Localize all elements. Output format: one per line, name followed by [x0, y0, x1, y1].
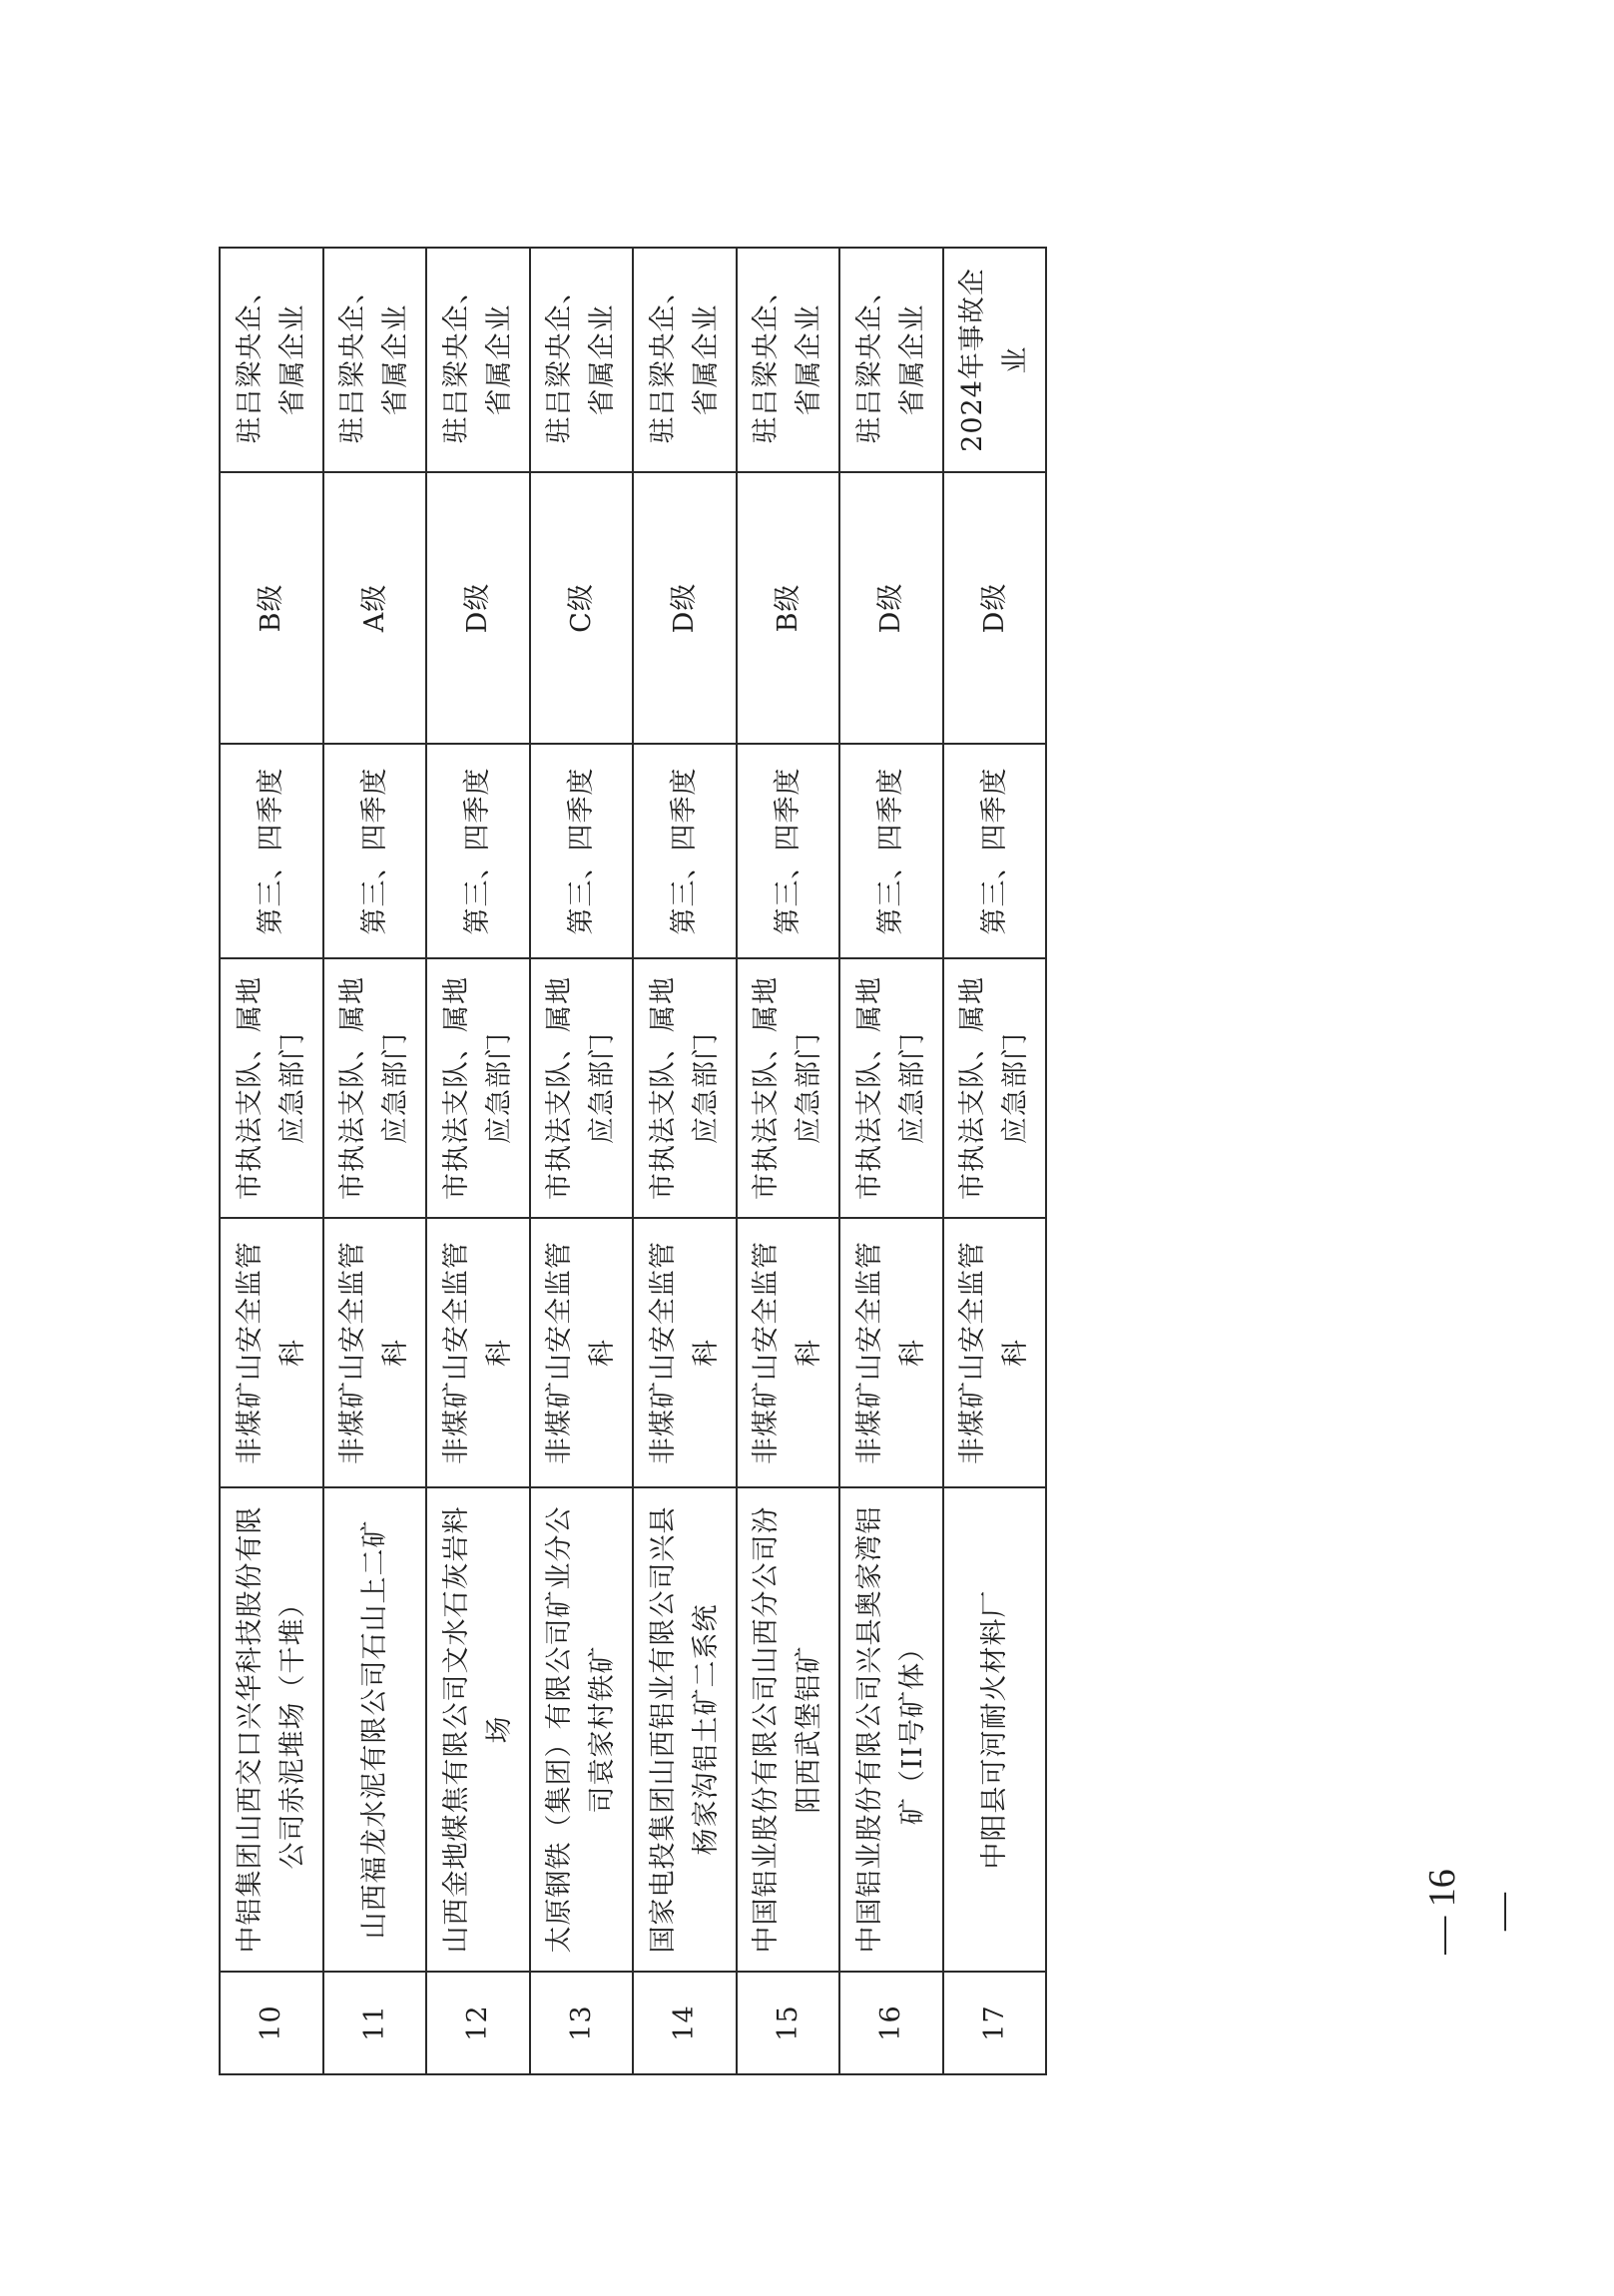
cell-enterprise-name: 中国铝业股份有限公司兴县奥家湾铝矿（II号矿体） [839, 1487, 943, 1972]
cell-enterprise-type: 驻吕梁央企、省属企业 [220, 248, 323, 472]
cell-enterprise-type: 2024年事故企业 [943, 248, 1047, 472]
table-row [220, 248, 323, 2074]
cell-responsible-dept: 市执法支队、属地应急部门 [323, 958, 427, 1218]
cell-enterprise-name: 太原钢铁（集团）有限公司矿业分公司袁家村铁矿 [530, 1487, 634, 1972]
cell-responsible-dept: 市执法支队、属地应急部门 [530, 958, 634, 1218]
table-body [220, 248, 1046, 2074]
cell-number: 15 [737, 1972, 840, 2074]
cell-enterprise-type: 驻吕梁央企、省属企业 [323, 248, 427, 472]
table-row [323, 248, 427, 2074]
cell-supervising-dept: 非煤矿山安全监管科 [426, 1218, 530, 1487]
cell-number: 17 [943, 1972, 1047, 2074]
cell-enterprise-type: 驻吕梁央企、省属企业 [426, 248, 530, 472]
cell-supervising-dept: 非煤矿山安全监管科 [737, 1218, 840, 1487]
cell-responsible-dept: 市执法支队、属地应急部门 [426, 958, 530, 1218]
cell-grade: D级 [633, 472, 737, 744]
cell-enterprise-type: 驻吕梁央企、省属企业 [839, 248, 943, 472]
cell-grade: A级 [323, 472, 427, 744]
rotated-table-wrapper [219, 249, 1047, 2075]
page-number: — 16 — [1421, 1869, 1523, 1955]
cell-number: 10 [220, 1972, 323, 2074]
cell-enterprise-name: 中国铝业股份有限公司山西分公司汾阳西武堡铝矿 [737, 1487, 840, 1972]
cell-grade: B级 [220, 472, 323, 744]
cell-responsible-dept: 市执法支队、属地应急部门 [839, 958, 943, 1218]
cell-grade: D级 [943, 472, 1047, 744]
cell-supervising-dept: 非煤矿山安全监管科 [220, 1218, 323, 1487]
cell-supervising-dept: 非煤矿山安全监管科 [530, 1218, 634, 1487]
cell-responsible-dept: 市执法支队、属地应急部门 [943, 958, 1047, 1218]
cell-period: 第三、四季度 [943, 744, 1047, 958]
cell-enterprise-name: 山西福龙水泥有限公司石山上二矿 [323, 1487, 427, 1972]
cell-enterprise-name: 中铝集团山西交口兴华科技股份有限公司赤泥堆场（干堆） [220, 1487, 323, 1972]
cell-grade: C级 [530, 472, 634, 744]
table-row [839, 248, 943, 2074]
cell-supervising-dept: 非煤矿山安全监管科 [633, 1218, 737, 1487]
cell-number: 13 [530, 1972, 634, 2074]
cell-supervising-dept: 非煤矿山安全监管科 [323, 1218, 427, 1487]
cell-responsible-dept: 市执法支队、属地应急部门 [220, 958, 323, 1218]
cell-grade: D级 [426, 472, 530, 744]
cell-enterprise-name: 中阳县可河耐火材料厂 [943, 1487, 1047, 1972]
cell-number: 16 [839, 1972, 943, 2074]
cell-period: 第三、四季度 [633, 744, 737, 958]
cell-supervising-dept: 非煤矿山安全监管科 [943, 1218, 1047, 1487]
table-row [530, 248, 634, 2074]
cell-enterprise-name: 山西金地煤焦有限公司文水石灰岩料场 [426, 1487, 530, 1972]
cell-enterprise-name: 国家电投集团山西铝业有限公司兴县杨家沟铝土矿二系统 [633, 1487, 737, 1972]
cell-period: 第三、四季度 [530, 744, 634, 958]
cell-number: 12 [426, 1972, 530, 2074]
cell-responsible-dept: 市执法支队、属地应急部门 [633, 958, 737, 1218]
cell-enterprise-type: 驻吕梁央企、省属企业 [530, 248, 634, 472]
cell-grade: D级 [839, 472, 943, 744]
enterprise-table [219, 247, 1047, 2075]
cell-period: 第三、四季度 [737, 744, 840, 958]
cell-number: 14 [633, 1972, 737, 2074]
cell-enterprise-type: 驻吕梁央企、省属企业 [737, 248, 840, 472]
cell-enterprise-type: 驻吕梁央企、省属企业 [633, 248, 737, 472]
cell-supervising-dept: 非煤矿山安全监管科 [839, 1218, 943, 1487]
table-row [426, 248, 530, 2074]
cell-responsible-dept: 市执法支队、属地应急部门 [737, 958, 840, 1218]
cell-grade: B级 [737, 472, 840, 744]
table-row [633, 248, 737, 2074]
table-row [737, 248, 840, 2074]
cell-period: 第三、四季度 [839, 744, 943, 958]
cell-period: 第三、四季度 [323, 744, 427, 958]
cell-period: 第三、四季度 [426, 744, 530, 958]
table-row [943, 248, 1047, 2074]
cell-period: 第三、四季度 [220, 744, 323, 958]
cell-number: 11 [323, 1972, 427, 2074]
